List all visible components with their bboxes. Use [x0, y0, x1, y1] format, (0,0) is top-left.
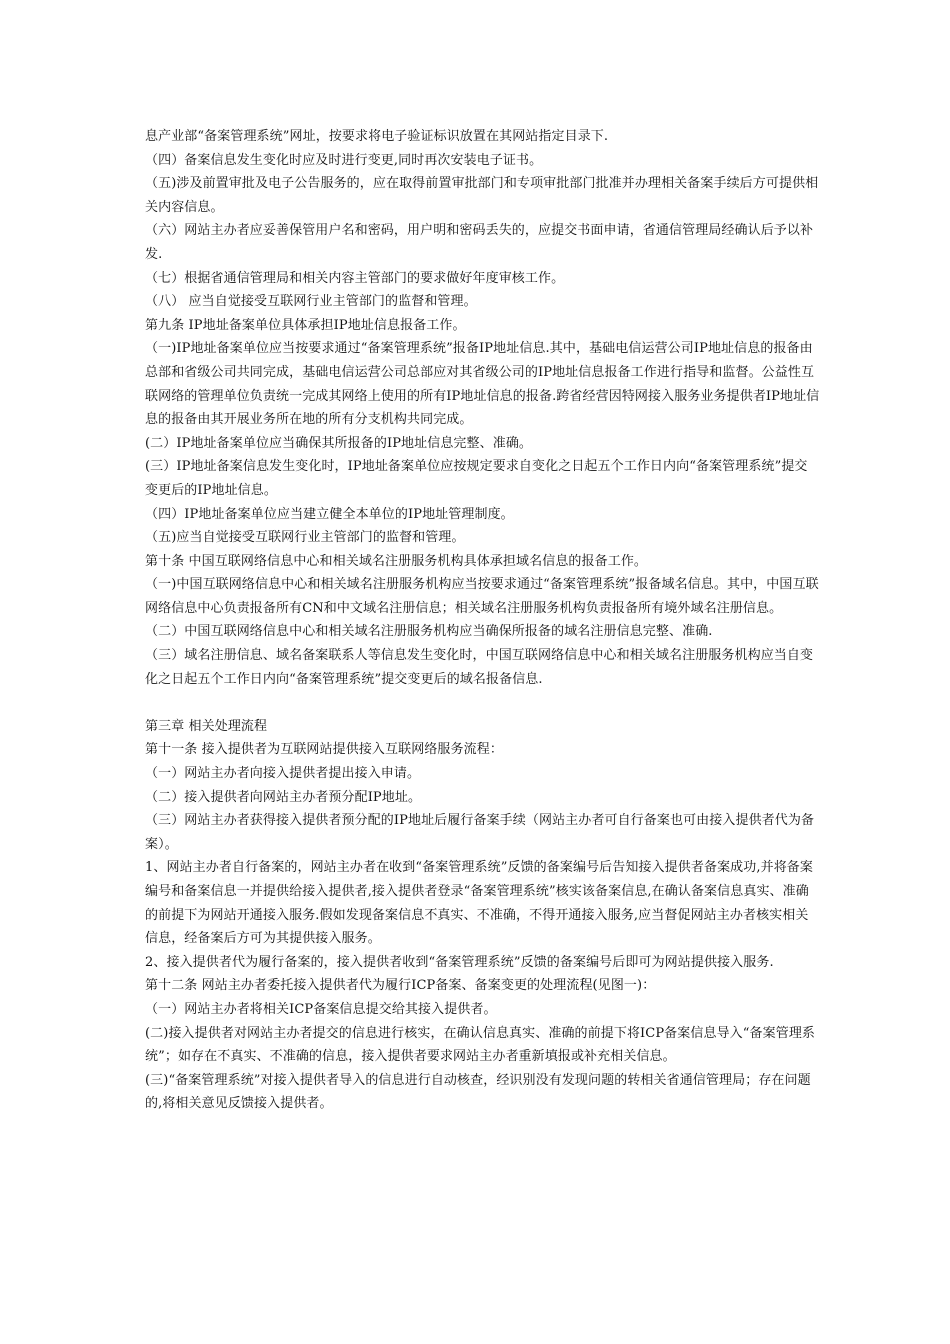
paragraph: (二）IP地址备案单位应当确保其所报备的IP地址信息完整、准确。 — [145, 435, 533, 451]
paragraph: （七）根据省通信管理局和相关内容主管部门的要求做好年度审核工作。 — [145, 270, 565, 286]
paragraph: （一）网站主办者将相关ICP备案信息提交给其接入提供者。 — [145, 1001, 497, 1017]
paragraph: （二）中国互联网络信息中心和相关域名注册服务机构应当确保所报备的域名注册信息完整、准确. — [145, 624, 713, 640]
paragraph: (三）IP地址备案信息发生变化时，IP地址备案单位应按规定要求自变化之日起五个工作日内向“备案管理系统”提交变更后的IP地址信息。 — [145, 459, 808, 498]
article-heading-9: 第九条 IP地址备案单位具体承担IP地址信息报备工作。 — [145, 317, 466, 333]
chapter-heading: 第三章 相关处理流程 — [145, 718, 268, 734]
paragraph: （五)涉及前置审批及电子公告服务的，应在取得前置审批部门和专项审批部门批准并办理相关备案手续后方可提供相关内容信息。 — [145, 176, 819, 215]
paragraph: (三)“备案管理系统”对接入提供者导入的信息进行自动核查，经识别没有发现问题的转相关省通信管理局；存在问题的,将相关意见反馈接入提供者。 — [145, 1072, 811, 1112]
paragraph: （一)中国互联网络信息中心和相关域名注册服务机构应当按要求通过“备案管理系统”报备域名信息。其中，中国互联网络信息中心负责报备所有CN和中文域名注册信息；相关域名注册服务机构负责报备所有境外域名注册信息。 — [145, 577, 819, 616]
paragraph: （五)应当自觉接受互联网行业主管部门的监督和管理。 — [145, 530, 465, 546]
blank-line — [145, 691, 820, 715]
paragraph: （六）网站主办者应妥善保管用户名和密码，用户明和密码丢失的，应提交书面申请，省通信管理局经确认后予以补发. — [145, 223, 814, 262]
article-heading-12: 第十二条 网站主办者委托接入提供者代为履行ICP备案、备案变更的处理流程(见图一)： — [145, 978, 656, 994]
paragraph: （一）网站主办者向接入提供者提出接入申请。 — [145, 766, 421, 782]
paragraph: （四）备案信息发生变化时应及时进行变更,同时再次安装电子证书。 — [145, 152, 543, 168]
paragraph: (二)接入提供者对网站主办者提交的信息进行核实，在确认信息真实、准确的前提下将ICP备案信息导入“备案管理系统”；如存在不真实、不准确的信息，接入提供者要求网站主办者重新填报或补充相关信息。 — [145, 1025, 816, 1065]
paragraph: （三）域名注册信息、域名备案联系人等信息发生变化时，中国互联网络信息中心和相关域名注册服务机构应当自变化之日起五个工作日内向“备案管理系统”提交变更后的域名报备信息. — [145, 648, 814, 687]
document-page — [145, 125, 820, 1116]
article-heading-11: 第十一条 接入提供者为互联网站提供接入互联网络服务流程： — [145, 742, 503, 758]
paragraph: 1、网站主办者自行备案的，网站主办者在收到“备案管理系统”反馈的备案编号后告知接入提供者备案成功,并将备案编号和备案信息一并提供给接入提供者,接入提供者登录“备案管理系统”核实该备案信息,在确认备案信息真实、准确的前提下为网站开通接入服务.假如发现备案信息不真实、不准确，不得开通接入服务,应当督促网站主办者核实相关信息，经备案后方可为其提供接入服务。 — [145, 860, 813, 947]
article-heading-10: 第十条 中国互联网络信息中心和相关域名注册服务机构具体承担域名信息的报备工作。 — [145, 553, 648, 569]
paragraph: 息产业部“备案管理系统”网址，按要求将电子验证标识放置在其网站指定目录下. — [145, 129, 609, 144]
paragraph: （二）接入提供者向网站主办者预分配IP地址。 — [145, 789, 422, 805]
paragraph: （四）IP地址备案单位应当建立健全本单位的IP地址管理制度。 — [145, 506, 514, 522]
paragraph: （一)IP地址备案单位应当按要求通过“备案管理系统”报备IP地址信息.其中，基础电信运营公司IP地址信息的报备由总部和省级公司共同完成，基础电信运营公司总部应对其省级公司的IP地址信息报备工作进行指导和监督。公益性互联网络的管理单位负责统一完成其网络上使用的所有IP地址信息的报备.跨省经营因特网接入服务业务提供者IP地址信息的报备由其开展业务所在地的所有分支机构共同完成。 — [145, 341, 820, 428]
paragraph: （八） 应当自觉接受互联网行业主管部门的监督和管理。 — [145, 294, 477, 310]
paragraph: 2、接入提供者代为履行备案的，接入提供者收到“备案管理系统”反馈的备案编号后即可为网站提供接入服务. — [145, 954, 774, 970]
paragraph: （三）网站主办者获得接入提供者预分配的IP地址后履行备案手续（网站主办者可自行备案也可由接入提供者代为备案）。 — [145, 813, 815, 852]
